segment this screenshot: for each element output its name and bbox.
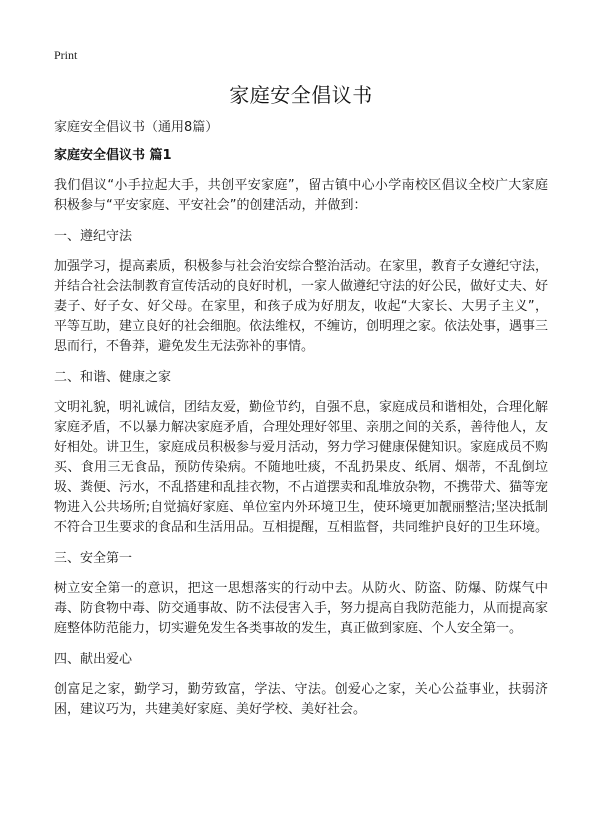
item-heading: 三、安全第一 [54,551,133,566]
item-section-1 [54,227,548,357]
print-label[interactable]: Print [54,48,78,62]
item-body: 树立安全第一的意识，把这一思想落实的行动中去。从防火、防盗、防爆、防煤气中毒、防食物中毒、防交通事故、防不法侵害入手，努力提高自我防范能力，从而提高家庭整体防范能力，切实避免发生各类事故的发生，真正做到家庭、个人安全第一。 [54,581,549,636]
item-body: 加强学习，提高素质，积极参与社会治安综合整治活动。在家里，教育子女遵纪守法，并结合社会法制教育宣传活动的良好时机，一家人做遵纪守法的好公民，做好丈夫、好妻子、好子女、好父母。在家里，和孩子成为好朋友，收起“大家长、大男子主义”，平等互助，建立良好的社会细胞。依法维权，不缠访，创明理之家。依法处事，遇事三思而行，不鲁莽，避免发生无法弥补的事情。 [54,259,549,354]
document-title: 家庭安全倡议书 [229,83,373,107]
item-section-4 [54,650,548,720]
document-page [54,46,548,720]
document-subtitle: 家庭安全倡议书（通用8篇） [54,120,219,135]
item-section-2 [54,368,548,538]
item-heading: 四、献出爱心 [54,652,133,667]
item-heading: 二、和谐、健康之家 [54,370,172,385]
item-heading: 一、遵纪守法 [54,229,133,244]
item-body: 创富足之家，勤学习，勤劳致富，学法、守法。创爱心之家，关心公益事业，扶弱济困，建议巧为，共建美好家庭、美好学校、美好社会。 [54,682,548,717]
item-section-3 [54,549,548,639]
intro-paragraph: 我们倡议“小手拉起大手，共创平安家庭”，留古镇中心小学南校区倡议全校广大家庭积极参与“平安家庭、平安社会”的创建活动，并做到： [54,178,548,213]
item-body: 文明礼貌，明礼诚信，团结友爱，勤俭节约，自强不息，家庭成员和谐相处，合理化解家庭矛盾，不以暴力解决家庭矛盾，合理处理好邻里、亲朋之间的关系，善待他人，友好相处。讲卫生，家庭成员积极参与爱月活动，努力学习健康保健知识。家庭成员不购买、食用三无食品，预防传染病。不随地吐痰，不乱扔果皮、纸屑、烟蒂，不乱倒垃圾、粪便、污水，不乱搭建和乱挂衣物，不占道摆卖和乱堆放杂物，不携带犬、猫等宠物进入公共场所;自觉搞好家庭、单位室内外环境卫生，使环境更加靓丽整洁;坚决抵制不符合卫生要求的食品和生活用品。互相提醒，互相监督，共同维护良好的卫生环境。 [54,400,549,535]
section-heading: 家庭安全倡议书 篇1 [54,148,172,163]
